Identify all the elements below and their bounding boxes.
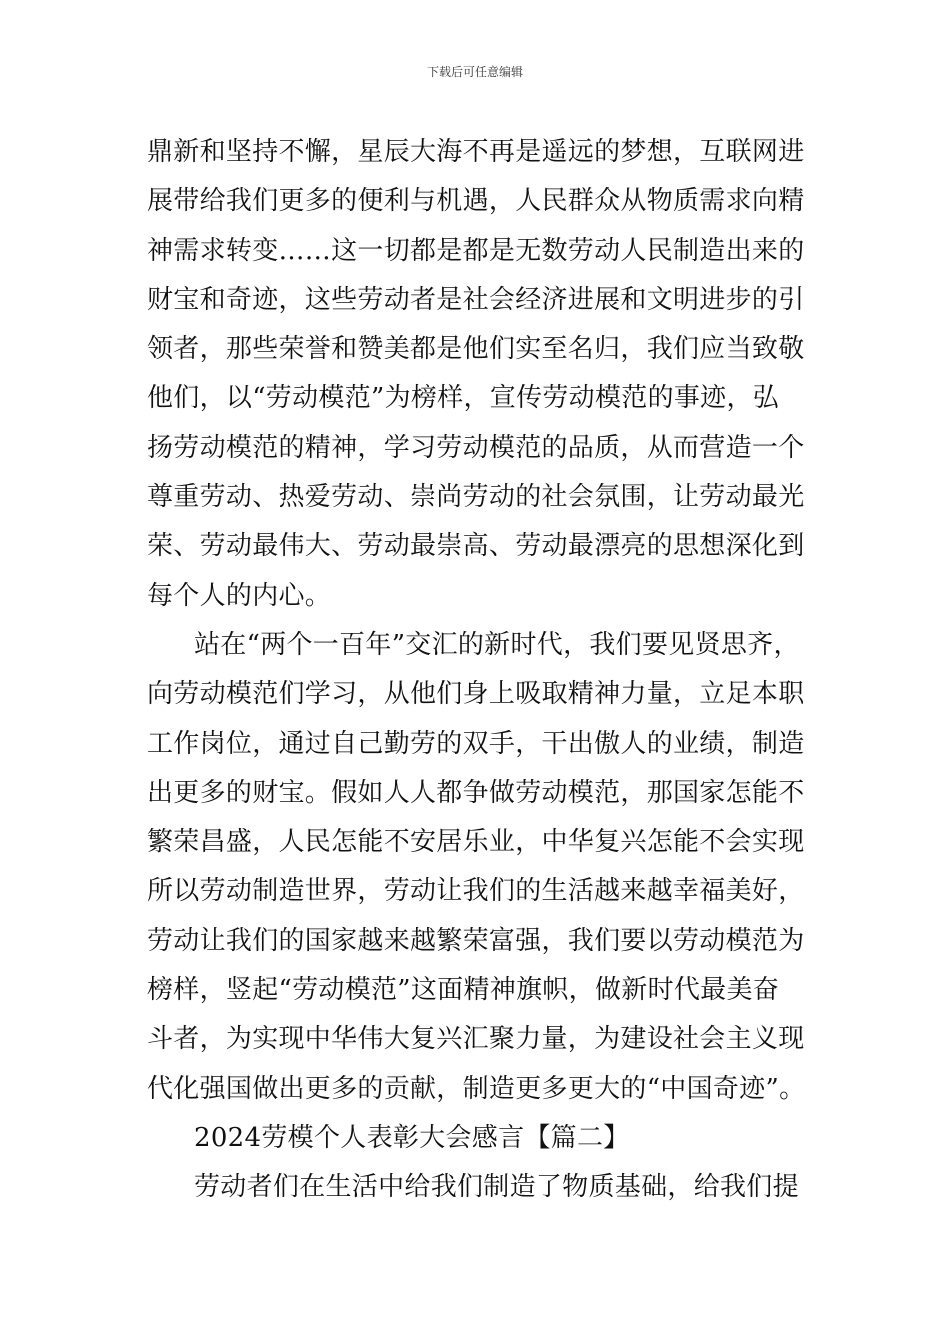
text-line: 繁荣昌盛，人民怎能不安居乐业，中华复兴怎能不会实现	[147, 827, 805, 858]
text-line: 每个人的内心。	[147, 580, 332, 611]
text-line: 荣、劳动最伟大、劳动最崇高、劳动最漂亮的思想深化到	[147, 531, 805, 562]
text-line: 鼎新和坚持不懈，星辰大海不再是遥远的梦想，互联网进	[147, 137, 805, 167]
paragraph-start-line: 劳动者们在生活中给我们制造了物质基础，给我们提	[194, 1172, 799, 1203]
text-line: 展带给我们更多的便利与机遇，人民群众从物质需求向精	[147, 186, 805, 217]
section-heading: 2024劳模个人表彰大会感言【篇二】	[194, 1122, 630, 1153]
text-line: 工作岗位，通过自己勤劳的双手，干出傲人的业绩，制造	[147, 728, 805, 759]
text-line: 他们，以“劳动模范”为榜样，宣传劳动模范的事迹，弘	[147, 383, 780, 414]
text-line: 尊重劳动、热爱劳动、崇尚劳动的社会氛围，让劳动最光	[147, 482, 805, 513]
text-line: 劳动让我们的国家越来越繁荣富强，我们要以劳动模范为	[147, 925, 805, 956]
paragraph-start-line: 站在“两个一百年”交汇的新时代，我们要见贤思齐，	[194, 629, 800, 660]
text-line: 扬劳动模范的精神，学习劳动模范的品质，从而营造一个	[147, 432, 805, 463]
document-body	[147, 128, 827, 1213]
text-line: 财宝和奇迹，这些劳动者是社会经济进展和文明进步的引	[147, 284, 805, 315]
text-line: 向劳动模范们学习，从他们身上吸取精神力量，立足本职	[147, 679, 805, 710]
text-line: 神需求转变……这一切都是都是无数劳动人民制造出来的	[147, 235, 805, 266]
text-line: 领者，那些荣誉和赞美都是他们实至名归，我们应当致敬	[147, 334, 805, 365]
text-line: 斗者，为实现中华伟大复兴汇聚力量，为建设社会主义现	[147, 1024, 805, 1055]
text-line: 代化强国做出更多的贡献，制造更多更大的“中国奇迹”。	[147, 1073, 806, 1104]
text-line: 所以劳动制造世界，劳动让我们的生活越来越幸福美好，	[147, 876, 805, 907]
text-line: 出更多的财宝。假如人人都争做劳动模范，那国家怎能不	[147, 777, 805, 808]
text-line: 榜样，竖起“劳动模范”这面精神旗帜，做新时代最美奋	[147, 975, 780, 1006]
page-header-note: 下载后可任意编辑	[426, 65, 523, 79]
